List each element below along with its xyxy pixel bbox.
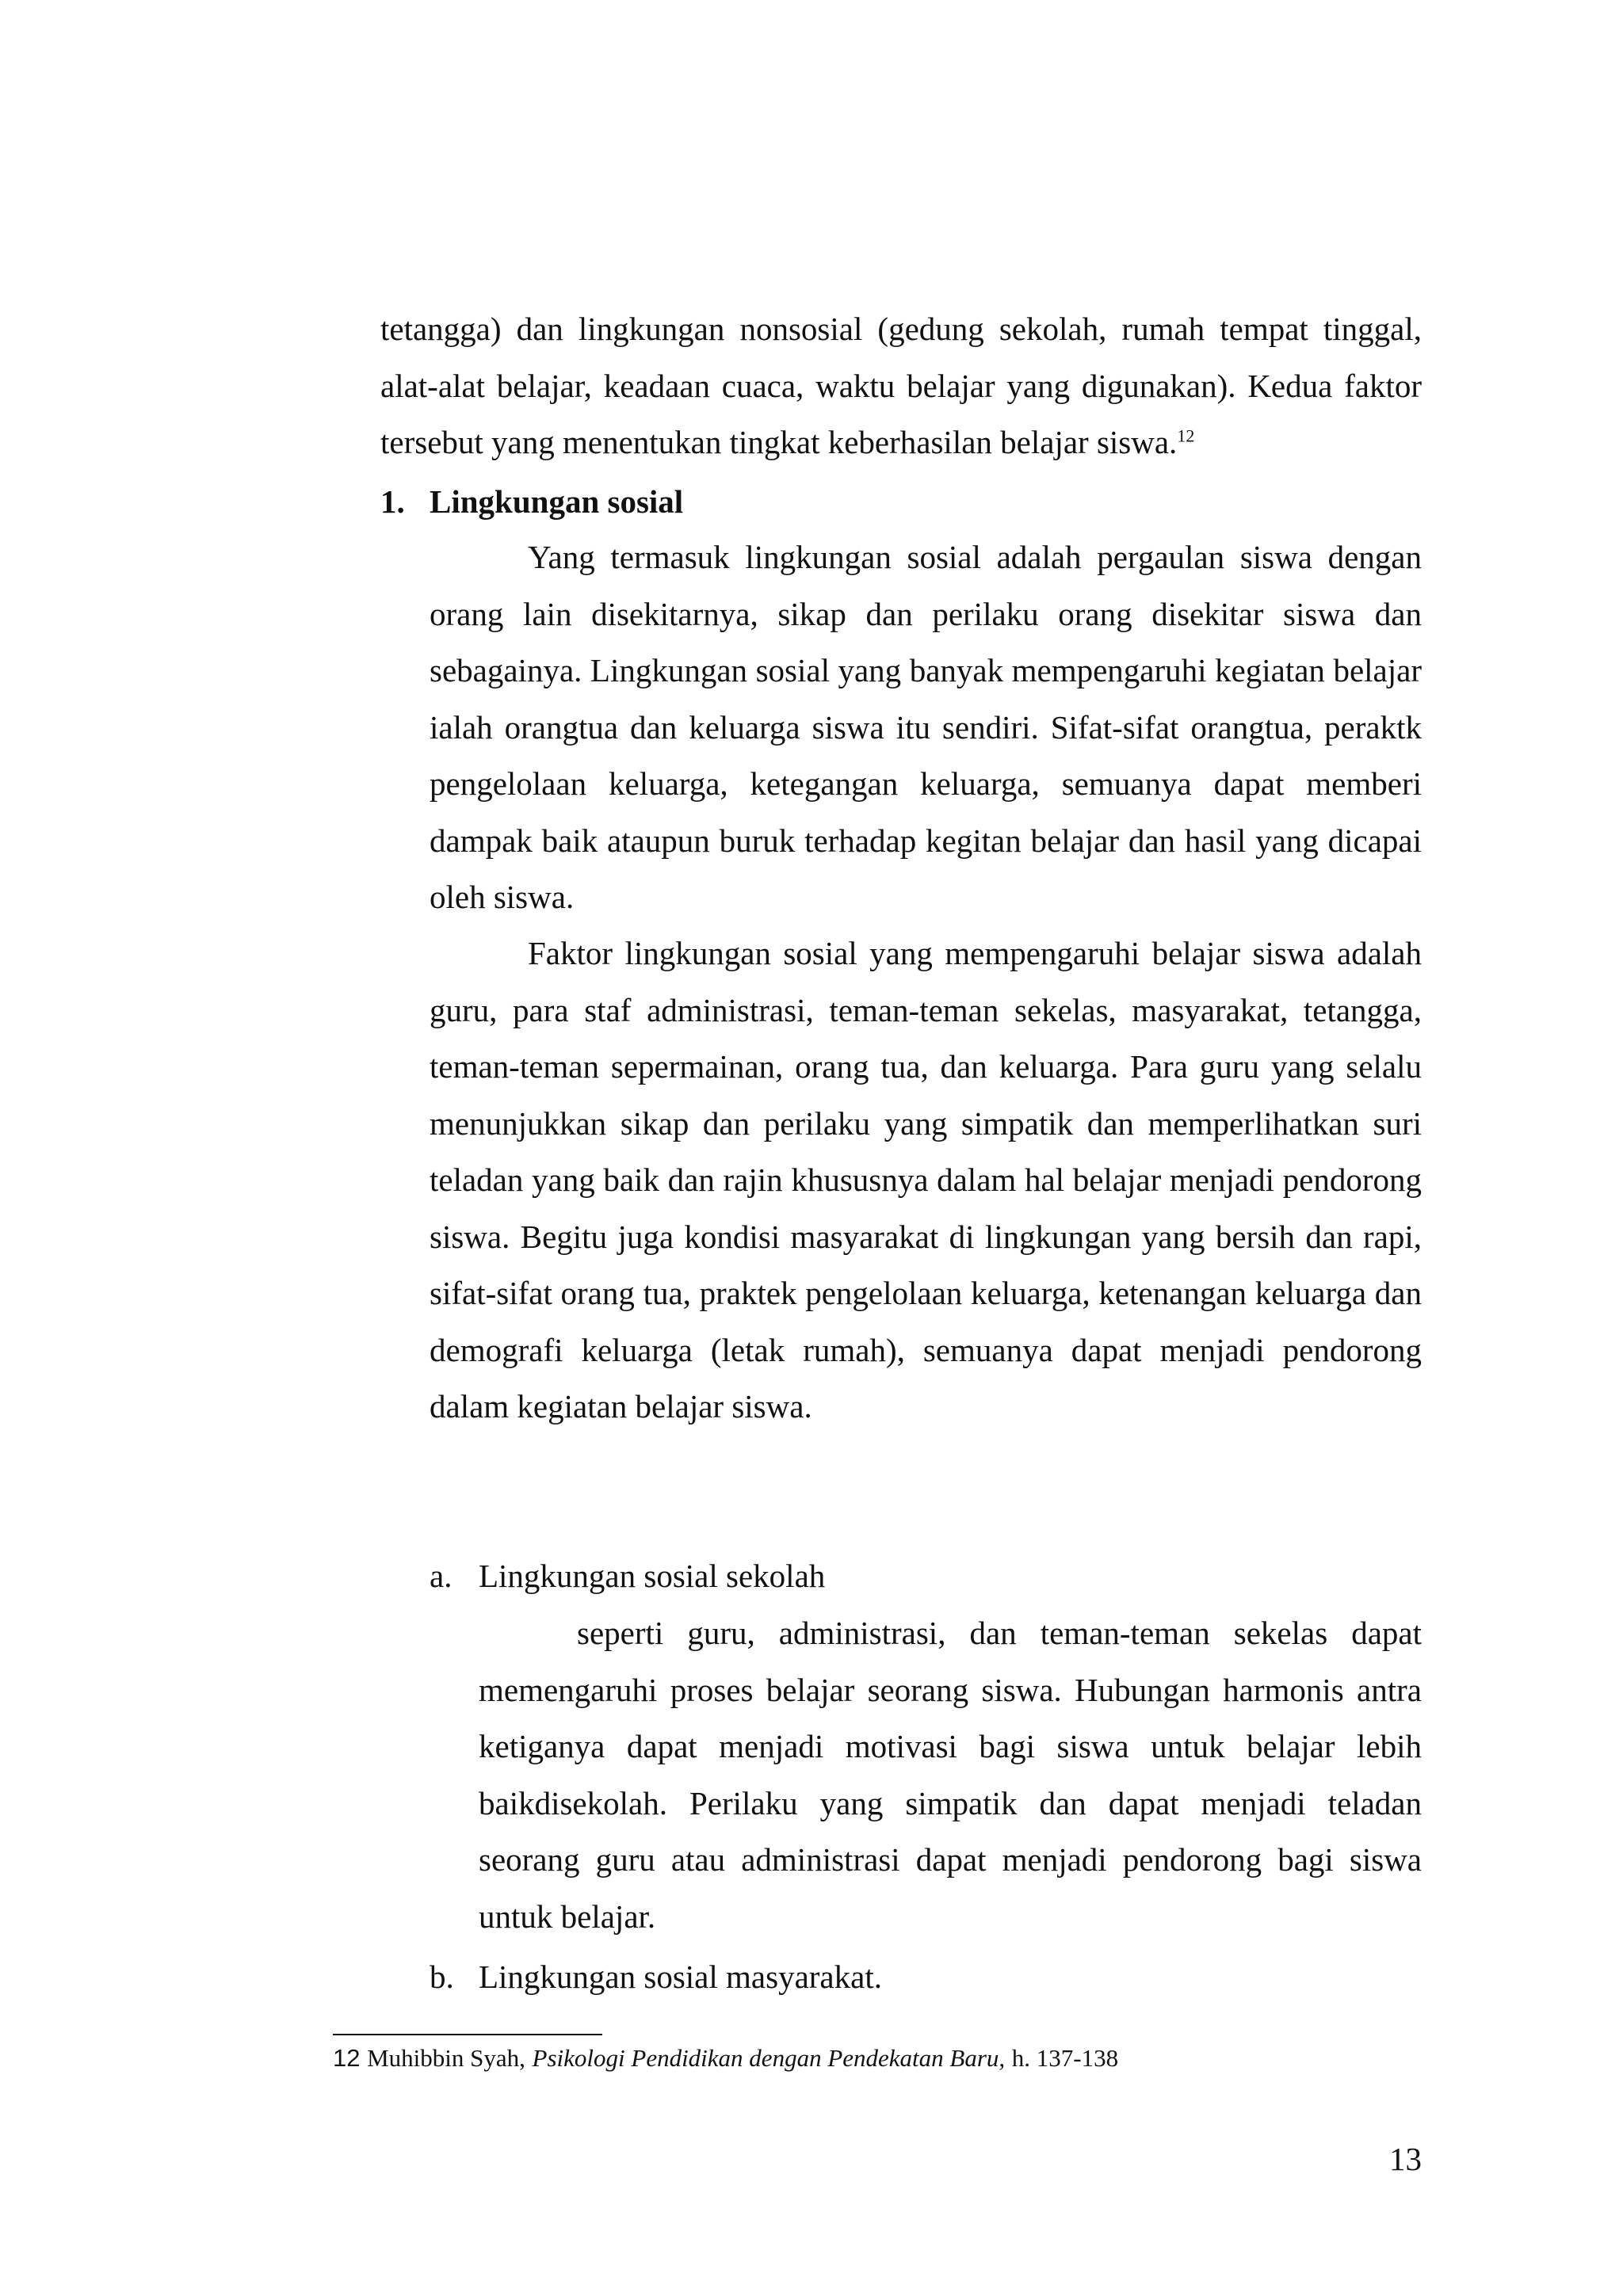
subsection-title: Lingkungan sosial masyarakat. xyxy=(479,1958,882,1995)
footnote-pages: h. 137-138 xyxy=(1011,2044,1119,2072)
subsection-letter: a. xyxy=(430,1558,453,1594)
intro-text: tetangga) dan lingkungan nonsosial (gedung sekolah, rumah tempat tinggal, alat-alat belajar, keadaan cuaca, waktu belajar yang digunakan). Kedua faktor tersebut yang menentukan tingkat keberhasilan belajar siswa. xyxy=(380,311,1422,460)
section-number: 1. xyxy=(380,483,405,520)
body-paragraph: Faktor lingkungan sosial yang mempengaruhi belajar siswa adalah guru, para staf administrasi, teman-teman sekelas, masyarakat, tetangga, teman-teman sepermainan, orang tua, dan keluarga. Para guru yang selalu menunjukkan sikap dan perilaku yang simpatik dan memperlihatkan suri teladan yang baik dan rajin khususnya dalam hal belajar menjadi pendorong siswa. Begitu juga kondisi masyarakat di lingkungan yang bersih dan rapi, sifat-sifat orang tua, praktek pengelolaan keluarga, ketenangan keluarga dan demografi keluarga (letak rumah), semuanya dapat menjadi pendorong dalam kegiatan belajar siswa. xyxy=(430,935,1422,1425)
footnote-author: Muhibbin Syah, xyxy=(367,2044,525,2072)
body-paragraph: Yang termasuk lingkungan sosial adalah pergaulan siswa dengan orang lain disekitarnya, sikap dan perilaku orang disekitar siswa dan sebagainya. Lingkungan sosial yang banyak mempengaruhi kegiatan belajar ialah orangtua dan keluarga siswa itu sendiri. Sifat-sifat orangtua, peraktk pengelolaan keluarga, ketegangan keluarga, semuanya dapat memberi dampak baik ataupun buruk terhadap kegitan belajar dan hasil yang dicapai oleh siswa. xyxy=(430,539,1422,915)
footnote-title: Psikologi Pendidikan dengan Pendekatan Baru, xyxy=(532,2044,1006,2072)
subsection-heading xyxy=(430,1548,825,1605)
footnote-number: 12 xyxy=(333,2044,361,2072)
subsection-paragraph: seperti guru, administrasi, dan teman-teman sekelas dapat memengaruhi proses belajar seorang siswa. Hubungan harmonis antra ketiganya dapat menjadi motivasi bagi siswa untuk belajar lebih baikdisekolah. Perilaku yang simpatik dan dapat menjadi teladan seorang guru atau administrasi dapat menjadi pendorong bagi siswa untuk belajar. xyxy=(479,1615,1422,1935)
footnote xyxy=(333,2042,1118,2074)
intro-paragraph xyxy=(380,301,1422,471)
section-title: Lingkungan sosial xyxy=(430,483,684,520)
footnote-divider xyxy=(333,2034,602,2035)
subsection-heading xyxy=(430,1949,882,2006)
footnote-reference: 12 xyxy=(1177,425,1195,446)
section-heading xyxy=(380,474,683,531)
page-number: 13 xyxy=(1389,2141,1422,2177)
subsection-title: Lingkungan sosial sekolah xyxy=(479,1558,826,1594)
subsection-letter: b. xyxy=(430,1958,454,1995)
